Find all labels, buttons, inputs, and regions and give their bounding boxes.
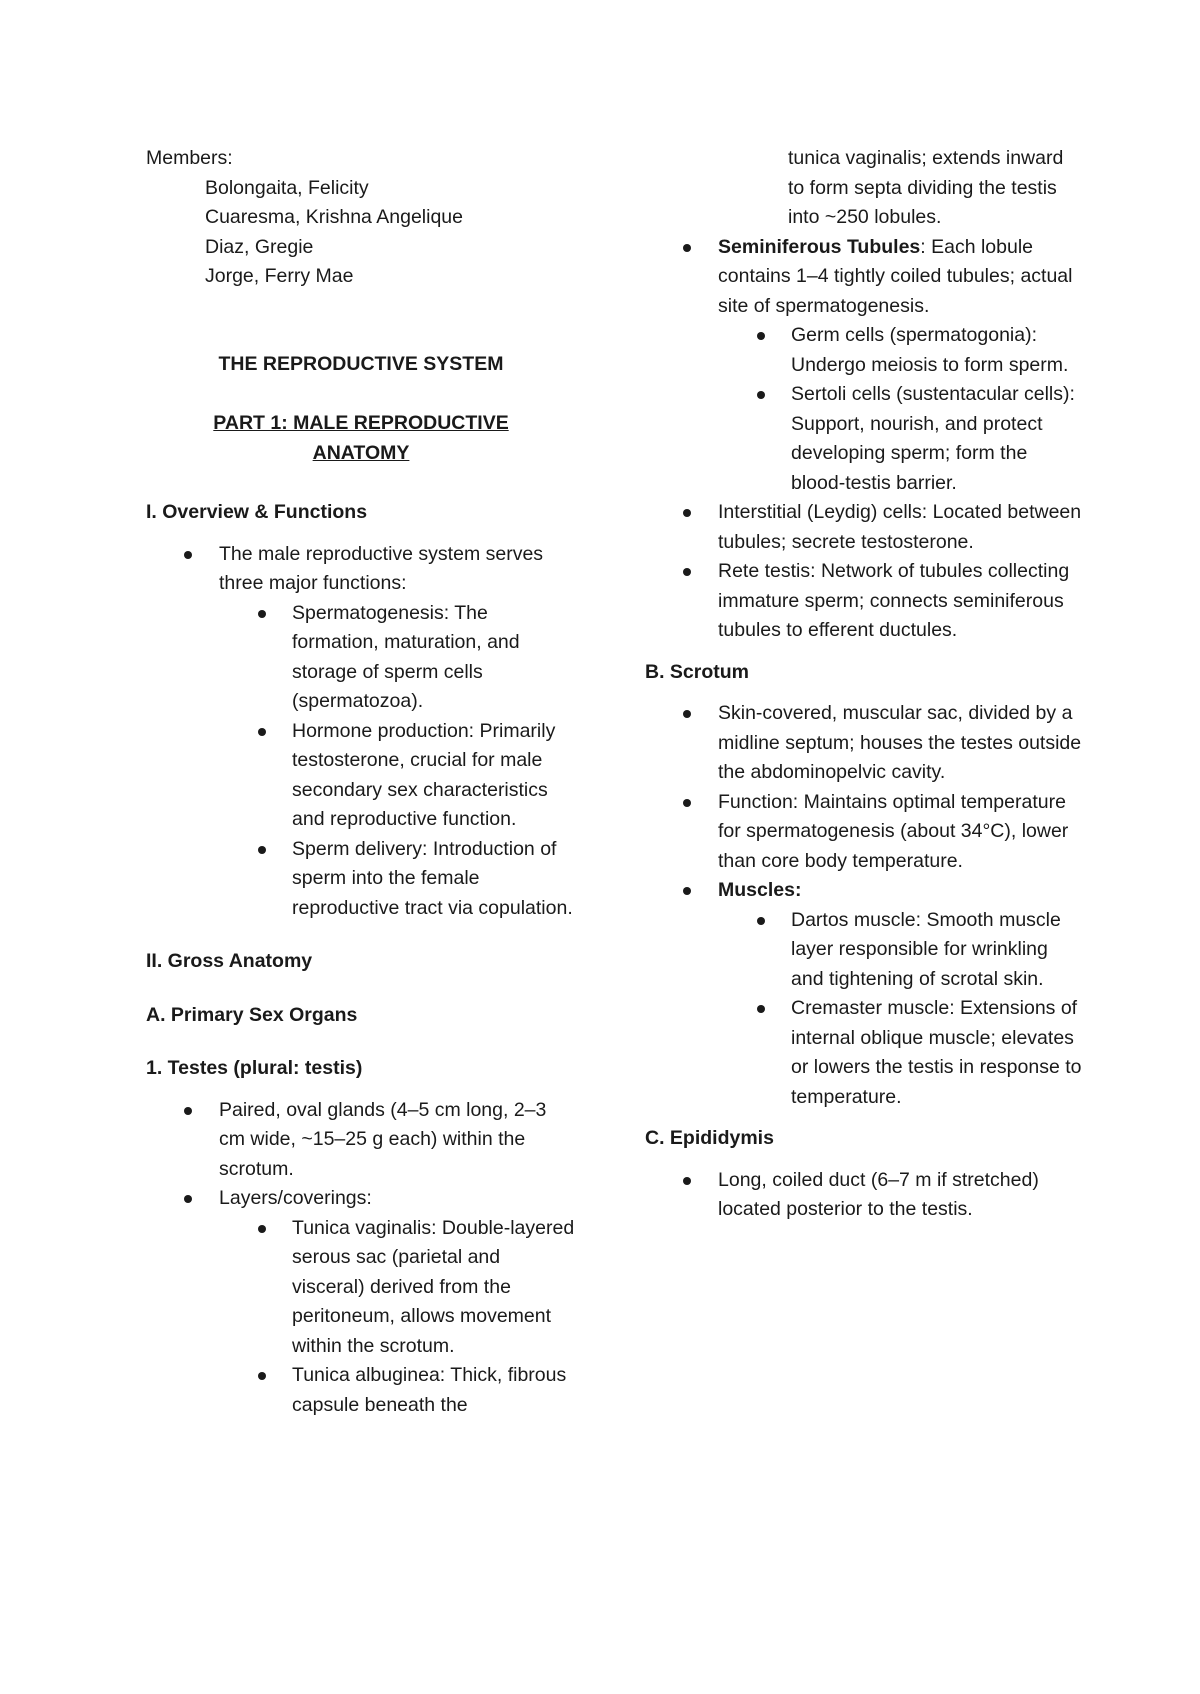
epididymis-description: Long, coiled duct (6–7 m if stretched) located posterior to the testis. <box>718 1168 1039 1220</box>
epididymis-list <box>645 1166 1085 1225</box>
list-item <box>146 540 576 599</box>
list-item <box>645 380 1085 498</box>
subheading-testes: 1. Testes (plural: testis) <box>146 1057 363 1079</box>
function-hormone: Hormone production: Primarily testosterone, crucial for male secondary sex characteristics and reproductive function. <box>292 719 556 830</box>
tubules-list <box>645 233 1085 646</box>
seminiferous-description: : Each lobule contains 1–4 tightly coiled tubules; actual site of spermatogenesis. <box>718 235 1073 317</box>
tunica-albuginea-continued: tunica vaginalis; extends inward to form septa dividing the testis into ~250 lobules. <box>788 147 1064 228</box>
list-item <box>645 1166 1085 1225</box>
bullet-icon <box>683 710 691 718</box>
bullet-icon <box>757 332 765 340</box>
list-item <box>645 498 1085 557</box>
list-item <box>146 717 576 835</box>
list-item <box>645 788 1085 877</box>
member-name: Jorge, Ferry Mae <box>205 265 354 287</box>
section-heading-overview: I. Overview & Functions <box>146 501 368 523</box>
member-name: Bolongaita, Felicity <box>205 176 369 199</box>
bullet-icon <box>757 917 765 925</box>
list-item <box>146 599 576 717</box>
scrotum-function: Function: Maintains optimal temperature for spermatogenesis (about 34°C), lower than core body temperature. <box>718 790 1069 872</box>
bullet-icon <box>258 728 266 736</box>
list-item <box>146 1184 576 1214</box>
left-column <box>146 144 576 1420</box>
bullet-icon <box>683 1177 691 1185</box>
list-item <box>146 1096 576 1185</box>
list-item <box>645 321 1085 380</box>
bullet-icon <box>258 1372 266 1380</box>
bullet-icon <box>683 887 691 895</box>
document-title: THE REPRODUCTIVE SYSTEM <box>218 352 504 375</box>
bullet-icon <box>757 1005 765 1013</box>
cremaster-muscle: Cremaster muscle: Extensions of internal oblique muscle; elevates or lowers the testis in response to temperature. <box>791 997 1082 1108</box>
list-item <box>645 699 1085 788</box>
bullet-icon <box>258 1225 266 1233</box>
bullet-icon <box>683 509 691 517</box>
tunica-albuginea: Tunica albuginea: Thick, fibrous capsule beneath the <box>292 1364 567 1416</box>
bullet-icon <box>184 1195 192 1203</box>
subheading-primary-sex-organs: A. Primary Sex Organs <box>146 1003 358 1026</box>
list-item <box>146 1361 576 1420</box>
list-item <box>645 233 1085 322</box>
member-name: Diaz, Gregie <box>205 235 314 258</box>
list-item <box>146 835 576 924</box>
section-heading-gross-anatomy: II. Gross Anatomy <box>146 950 313 972</box>
interstitial-cells: Interstitial (Leydig) cells: Located between tubules; secrete testosterone. <box>718 501 1082 553</box>
seminiferous-term: Seminiferous Tubules <box>718 235 921 258</box>
bullet-icon <box>683 244 691 252</box>
bullet-icon <box>683 568 691 576</box>
subheading-scrotum: B. Scrotum <box>645 660 750 683</box>
scrotum-description: Skin-covered, muscular sac, divided by a midline septum; houses the testes outside the abdominopelvic cavity. <box>718 702 1082 783</box>
list-item <box>645 557 1085 646</box>
germ-cells: Germ cells (spermatogonia): Undergo meiosis to form sperm. <box>791 324 1069 376</box>
bullet-icon <box>683 799 691 807</box>
bullet-icon <box>184 551 192 559</box>
list-item <box>645 994 1085 1112</box>
scrotum-list <box>645 699 1085 1112</box>
muscles-label: Muscles: <box>718 879 802 901</box>
layers-label: Layers/coverings: <box>219 1187 372 1209</box>
function-spermatogenesis: Spermatogenesis: The formation, maturation, and storage of sperm cells (spermatozoa). <box>292 601 520 712</box>
right-column <box>645 144 1085 1225</box>
list-item <box>146 1214 576 1362</box>
sertoli-cells: Sertoli cells (sustentacular cells): Support, nourish, and protect developing sperm; form the blood-testis barrier. <box>791 383 1075 494</box>
list-item <box>645 876 1085 906</box>
bullet-icon <box>184 1107 192 1115</box>
part-title: PART 1: MALE REPRODUCTIVE ANATOMY <box>213 412 509 464</box>
bullet-icon <box>258 846 266 854</box>
testes-list <box>146 1096 576 1421</box>
dartos-muscle: Dartos muscle: Smooth muscle layer responsible for wrinkling and tightening of scrotal skin. <box>791 908 1061 990</box>
members-list <box>146 174 576 292</box>
member-name: Cuaresma, Krishna Angelique <box>205 206 463 228</box>
function-delivery: Sperm delivery: Introduction of sperm into the female reproductive tract via copulation. <box>292 837 573 919</box>
bullet-icon <box>258 610 266 618</box>
rete-testis: Rete testis: Network of tubules collecting immature sperm; connects seminiferous tubules to efferent ductules. <box>718 560 1070 641</box>
tunica-vaginalis: Tunica vaginalis: Double-layered serous sac (parietal and visceral) derived from the peritoneum, allows movement within the scrotum. <box>292 1216 575 1357</box>
overview-list <box>146 540 576 924</box>
bullet-icon <box>757 391 765 399</box>
testes-description: Paired, oval glands (4–5 cm long, 2–3 cm wide, ~15–25 g each) within the scrotum. <box>219 1098 547 1180</box>
overview-intro: The male reproductive system serves three major functions: <box>219 542 544 594</box>
list-item <box>645 906 1085 995</box>
members-label: Members: <box>146 147 233 169</box>
subheading-epididymis: C. Epididymis <box>645 1127 774 1149</box>
